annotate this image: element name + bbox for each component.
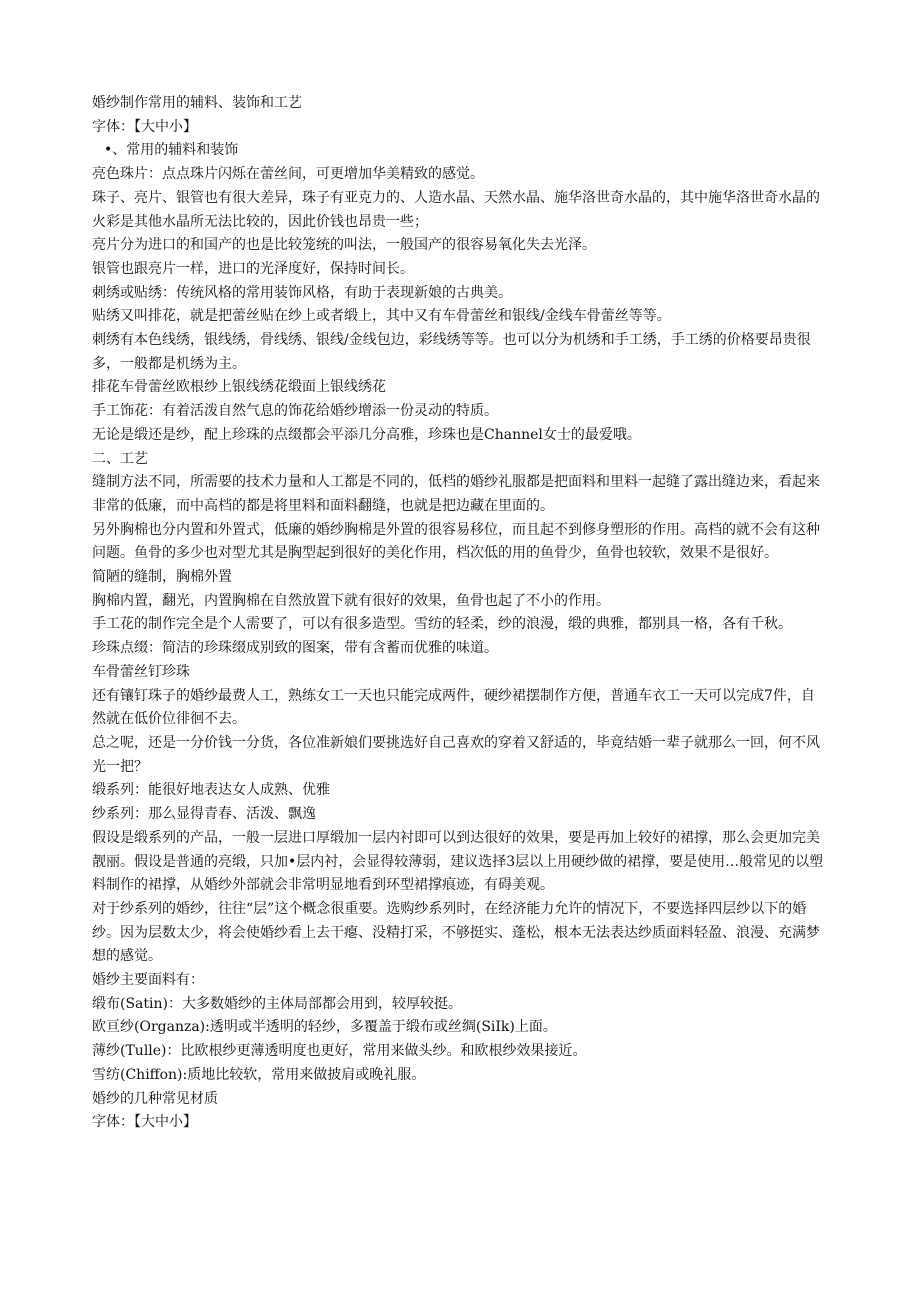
paragraph: 珍珠点缀：简洁的珍珠缀成别致的图案，带有含蓄而优雅的味道。 — [92, 640, 498, 657]
paragraph: 亮片分为进口的和国产的也是比较笼统的叫法，一般国产的很容易氧化失去光泽。 — [92, 237, 596, 254]
paragraph: 婚纱主要面料有： — [92, 972, 204, 989]
paragraph: 胸棉内置，翻光，内置胸棉在自然放置下就有很好的效果，鱼骨也起了不小的作用。 — [92, 592, 610, 609]
paragraph: 还有镶钉珠子的婚纱最费人工，熟练女工一天也只能完成两件，硬纱裙摆制作方便，普通车衣工一天可以完成7件，自然就在低价位徘徊不去。 — [92, 687, 815, 728]
paragraph: 珠子、亮片、银管也有很大差异，珠子有亚克力的、人造水晶、天然水晶、施华洛世奇水晶的，其中施华洛世奇水晶的火彩是其他水晶所无法比较的，因此价钱也昂贵一些； — [92, 189, 820, 230]
paragraph: 纱系列：那么显得青春、活泼、飘逸 — [92, 806, 316, 823]
fabric-list-item: 欧亘纱(Organza):透明或半透明的轻纱，多覆盖于缎布或丝绸(SiIk)上面。 — [92, 1019, 557, 1036]
paragraph: 亮色珠片：点点珠片闪烁在蕾丝间，可更增加华美精致的感觉。 — [92, 166, 484, 183]
image-caption: 简陋的缝制，胸棉外置 — [92, 569, 232, 586]
fabric-list-item: 薄纱(Tulle)：比欧根纱更薄透明度也更好，常用来做头纱。和欧根纱效果接近。 — [92, 1043, 587, 1060]
paragraph: 无论是缎还是纱，配上珍珠的点缀都会平添几分高雅，珍珠也是Channel女士的最爱哦。 — [92, 426, 641, 443]
paragraph: 手工花的制作完全是个人需要了，可以有很多造型。雪纺的轻柔，纱的浪漫，缎的典雅，都别具一格，各有千秋。 — [92, 616, 792, 633]
fabric-list-item: 雪纺(Chiffon):质地比较软，常用来做披肩或晚礼服。 — [92, 1066, 426, 1083]
paragraph: 假设是缎系列的产品，一般一层进口厚缎加一层内衬即可以到达很好的效果，要是再加上较好的裙撑，那么会更加完美靓丽。假设是普通的亮缎，只加•层内衬，会显得较薄弱，建议选择3层以上用硬纱做的裙撑，要是使用…般常见的以塑料制作的裙撑，从婚纱外部就会非常明显地看到环型裙撑痕迹，有碍美观。 — [92, 829, 824, 894]
section-heading-accessories: •、常用的辅料和装饰 — [104, 142, 239, 159]
section-heading-materials: 婚纱的几种常见材质 — [92, 1090, 218, 1107]
fabric-list-item: 缎布(Satin)：大多数婚纱的主体局部都会用到，较厚较挺。 — [92, 995, 462, 1012]
font-size-selector[interactable]: 字体：【大中小】 — [92, 118, 197, 135]
paragraph: 缎系列：能很好地表达女人成熟、优雅 — [92, 782, 330, 799]
paragraph: 缝制方法不同，所需要的技术力量和人工都是不同的，低档的婚纱礼服都是把面料和里料一起缝了露出缝边来，看起来非常的低廉，而中高档的都是将里料和面料翻缝，也就是把边藏在里面的。 — [92, 474, 820, 514]
document-title: 婚纱制作常用的辅料、装饰和工艺 — [92, 95, 302, 111]
image-caption: 排花车骨蕾丝欧根纱上银线绣花缎面上银线绣花 — [92, 379, 386, 396]
paragraph: 银管也跟亮片一样，进口的光泽度好，保持时间长。 — [92, 260, 414, 277]
font-size-selector[interactable]: 字体：【大中小】 — [92, 1114, 197, 1131]
paragraph: 总之呢，还是一分价钱一分货，各位准新娘们要挑选好自己喜欢的穿着又舒适的，毕竟结婚一辈子就那么一回，何不风光一把？ — [92, 734, 820, 775]
paragraph: 刺绣有本色线绣，银线绣，骨线绣、银线/金线包边，彩线绣等等。也可以分为机绣和手工绣，手工绣的价格要昂贵很多，一般都是机绣为主。 — [92, 332, 811, 372]
paragraph: 手工饰花：有着活泼自然气息的饰花给婚纱增添一份灵动的特质。 — [92, 403, 498, 420]
paragraph: 贴绣又叫排花，就是把蕾丝贴在纱上或者缎上，其中又有车骨蕾丝和银线/金线车骨蕾丝等等。 — [92, 308, 671, 325]
paragraph: 对于纱系列的婚纱，往往“层”这个概念很重要。选购纱系列时，在经济能力允许的情况下，不要选择四层纱以下的婚纱。因为层数太少，将会使婚纱看上去干瘪、没精打采，不够挺实、蓬松，根本无法表达纱质面料轻盈、浪漫、充满梦想的感觉。 — [92, 900, 820, 965]
paragraph: 刺绣或贴绣：传统风格的常用装饰风格，有助于表现新娘的古典美。 — [92, 284, 512, 301]
paragraph: 另外胸棉也分内置和外置式，低廉的婚纱胸棉是外置的很容易移位，而且起不到修身塑形的作用。高档的就不会有这种问题。鱼骨的多少也对型尤其是胸型起到很好的美化作用，档次低的用的鱼骨少，鱼骨也较软，效果不是很好。 — [92, 521, 820, 562]
document-body — [92, 92, 828, 1135]
image-caption: 车骨蕾丝钉珍珠 — [92, 663, 190, 680]
section-heading-craft: 二、工艺 — [92, 450, 148, 467]
